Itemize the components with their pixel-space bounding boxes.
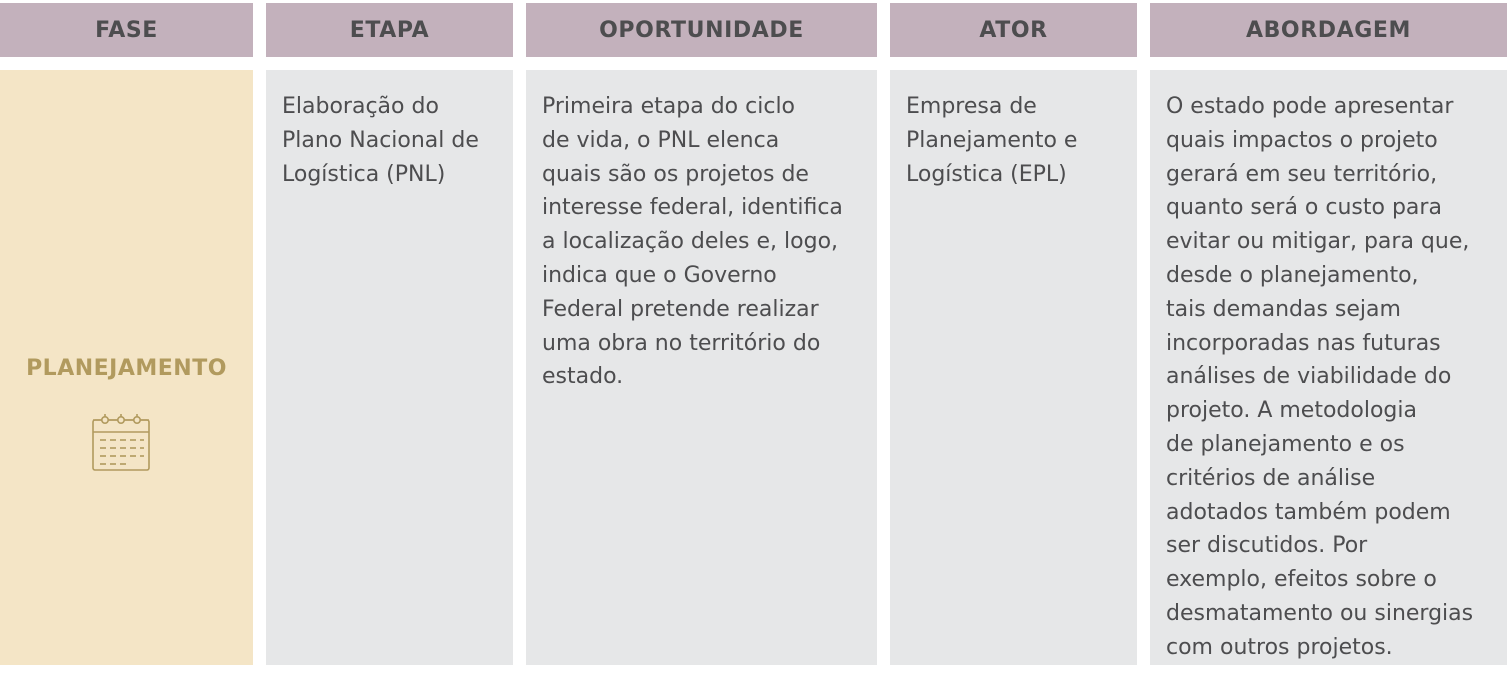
cell-oportunidade: Primeira etapa do ciclo de vida, o PNL elenca quais são os projetos de interesse federal, identifica a localização deles e, logo, indica que o Governo Federal pretende realizar uma obra no território do estado.	[526, 70, 877, 665]
cell-etapa: Elaboração do Plano Nacional de Logística (PNL)	[266, 70, 513, 665]
header-abordagem: ABORDAGEM	[1150, 3, 1507, 57]
cell-abordagem: O estado pode apresentar quais impactos o projeto gerará em seu território, quanto será o custo para evitar ou mitigar, para que, desde o planejamento, tais demandas sejam incorporadas nas futuras análises de viabilidade do projeto. A metodologia de planejamento e os critérios de análise adotados também podem ser discutidos. Por exemplo, efeitos sobre o desmatamento ou sinergias com outros projetos.	[1150, 70, 1507, 665]
cell-ator: Empresa de Planejamento e Logística (EPL)	[890, 70, 1137, 665]
header-fase: FASE	[0, 3, 253, 57]
phase-label: PLANEJAMENTO	[26, 356, 227, 381]
calendar-icon	[91, 412, 151, 472]
header-ator: ATOR	[890, 3, 1137, 57]
header-etapa: ETAPA	[266, 3, 513, 57]
header-oportunidade: OPORTUNIDADE	[526, 3, 877, 57]
